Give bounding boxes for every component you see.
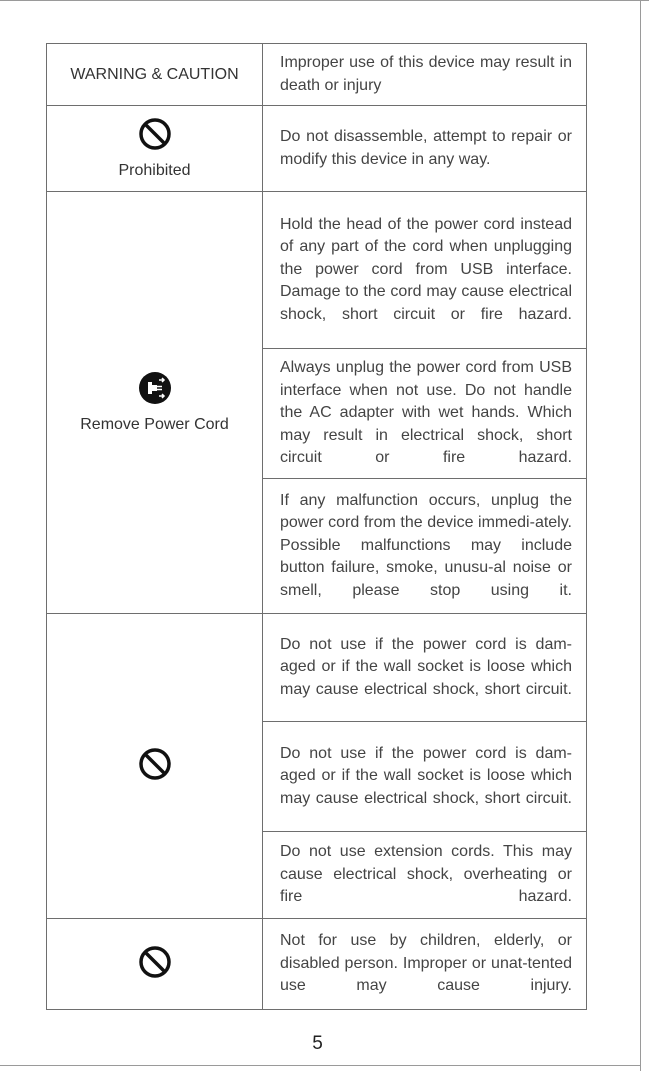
page-border-bottom xyxy=(0,1065,641,1066)
prohibited-icon xyxy=(138,117,172,151)
children-text: Not for use by children, elderly, or disabled person. Improper or unat-tented use may cause injury. xyxy=(263,919,587,1010)
page-border-top xyxy=(0,0,649,1)
damaged-cord-cell xyxy=(47,614,263,919)
header-text: Improper use of this device may result in death or injury xyxy=(263,44,587,106)
damaged-cord-text-2: Do not use if the power cord is dam-aged or if the wall socket is loose which may cause electrical shock, short circuit. xyxy=(263,722,587,832)
remove-cord-cell xyxy=(47,192,263,614)
remove-cord-text-1: Hold the head of the power cord instead of any part of the cord when unplugging the power cord from USB interface. Damage to the cord may cause electrical shock, short circuit or fire hazard. xyxy=(263,192,587,349)
damaged-cord-text-3: Do not use extension cords. This may cause electrical shock, overheating or fire hazard. xyxy=(263,832,587,919)
remove-cord-text-3: If any malfunction occurs, unplug the power cord from the device immedi-ately. Possible malfunctions may include button failure, smoke, unusu-al noise or smell, please stop using it. xyxy=(263,479,587,614)
remove-cord-text-2: Always unplug the power cord from USB interface when not use. Do not handle the AC adapter with wet hands. Which may result in electrical shock, short circuit or fire hazard. xyxy=(263,349,587,479)
table-row-children xyxy=(47,919,587,1010)
page-number: 5 xyxy=(312,1033,323,1054)
table-row-prohibited xyxy=(47,106,587,192)
table-row-header xyxy=(47,44,587,106)
children-cell xyxy=(47,919,263,1010)
prohibited-label: Prohibited xyxy=(118,162,191,179)
unplug-icon xyxy=(138,371,172,405)
prohibited-cell xyxy=(47,106,263,192)
damaged-cord-text-1: Do not use if the power cord is dam-aged or if the wall socket is loose which may cause electrical shock, short circuit. xyxy=(263,614,587,722)
table-row-damaged-cord-1 xyxy=(47,614,587,722)
header-label: WARNING & CAUTION xyxy=(47,44,263,106)
prohibited-icon xyxy=(138,945,172,979)
table-row-remove-cord-1 xyxy=(47,192,587,349)
warning-caution-table xyxy=(46,43,587,1010)
prohibited-icon xyxy=(138,747,172,781)
prohibited-text: Do not disassemble, attempt to repair or modify this device in any way. xyxy=(263,106,587,192)
page-border-right xyxy=(640,0,641,1071)
remove-cord-label: Remove Power Cord xyxy=(80,416,229,433)
